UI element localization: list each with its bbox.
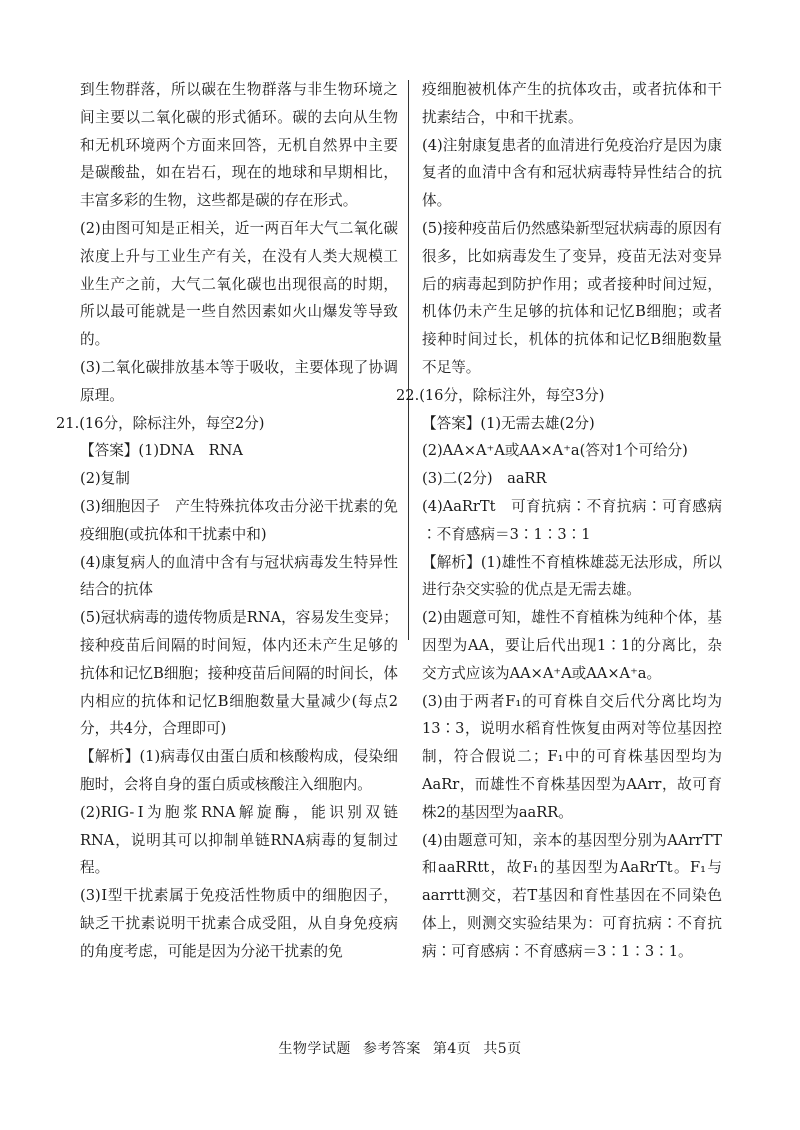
analysis-line: (3)Ⅰ型干扰素属于免疫活性物质中的细胞因子，缺乏干扰素说明干扰素合成受阻，从自身免疫病的角度考虑，可能是因为分泌干扰素的免 bbox=[80, 887, 398, 960]
answer-label: 【答案】 bbox=[80, 442, 139, 460]
footer-subject: 生物学试题 bbox=[278, 1041, 351, 1057]
answer-line: (2)AA×A⁺A或AA×A⁺a(答对1个可给分) bbox=[422, 442, 688, 460]
answer-line: (4)AaRrTt 可育抗病∶不育抗病∶可育感病∶不育感病＝3∶1∶3∶1 bbox=[422, 497, 722, 543]
analysis-label: 【解析】 bbox=[422, 553, 481, 571]
answer-text: (1)无需去雄(2分) bbox=[480, 414, 595, 432]
analysis-line bbox=[80, 743, 398, 799]
answer-line bbox=[80, 437, 398, 465]
question-21-header: 21.(16分，除标注外，每空2分) bbox=[56, 414, 265, 432]
left-column bbox=[56, 76, 398, 966]
paragraph: 到生物群落，所以碳在生物群落与非生物环境之间主要以二氧化碳的形式循环。碳的去向从生物和无机环境两个方面来回答，无机自然界中主要是碳酸盐，如在岩石，现在的地球和早期相比，丰富多彩的生物，这些都是碳的存在形式。 bbox=[80, 81, 398, 210]
answer-line: (5)冠状病毒的遗传物质是RNA，容易发生变异；接种疫苗后间隔的时间短，体内还未产生足够的抗体和记忆B细胞；接种疫苗后间隔的时间长，体内相应的抗体和记忆B细胞数量大量减少(每点2分，共4分，合理即可) bbox=[80, 609, 398, 738]
paragraph: (3)二氧化碳排放基本等于吸收，主要体现了协调原理。 bbox=[80, 358, 398, 404]
answer-label: 【答案】 bbox=[422, 414, 481, 432]
analysis-line: (2)RIG-Ⅰ为胞浆RNA解旋酶，能识别双链RNA，说明其可以抑制单链RNA病毒的复制过程。 bbox=[80, 803, 398, 877]
answer-line bbox=[422, 410, 722, 438]
column-divider bbox=[408, 80, 409, 640]
paragraph: (5)接种疫苗后仍然感染新型冠状病毒的原因有很多，比如病毒发生了变异，疫苗无法对变异后的病毒起到防护作用；或者接种时间过短，机体仍未产生足够的抗体和记忆B细胞；或者接种时间过长，机体的抗体和记忆B细胞数量不足等。 bbox=[422, 219, 722, 376]
analysis-line bbox=[422, 549, 722, 605]
footer-page: 第4页 bbox=[432, 1041, 472, 1057]
paragraph: 疫细胞被机体产生的抗体攻击，或者抗体和干扰素结合，中和干扰素。 bbox=[422, 81, 722, 126]
answer-line: (4)康复病人的血清中含有与冠状病毒发生特异性结合的抗体 bbox=[80, 553, 398, 599]
footer-doc: 参考答案 bbox=[362, 1041, 421, 1057]
question-22-header: 22.(16分，除标注外，每空3分) bbox=[396, 386, 605, 404]
analysis-line: (3)由于两者F₁的可育株自交后代分离比均为13∶3，说明水稻育性恢复由两对等位基因控制，符合假说二；F₁中的可育株基因型均为AaRr，而雄性不育株基因型为AArr，故可育株2的基因型为aaRR。 bbox=[422, 692, 722, 821]
paragraph: (2)由图可知是正相关，近一两百年大气二氧化碳浓度上升与工业生产有关，在没有人类大规模工业生产之前，大气二氧化碳也出现很高的时期，所以最可能就是一些自然因素如火山爆发等导致的。 bbox=[80, 219, 398, 349]
answer-line: (2)复制 bbox=[80, 470, 130, 488]
answer-line: (3)二(2分) aaRR bbox=[422, 470, 547, 488]
footer-total: 共5页 bbox=[483, 1041, 522, 1057]
analysis-line: (4)由题意可知，亲本的基因型分别为AArrTT和aaRRtt，故F₁的基因型为AaRrTt。F₁与aarrtt测交，若T基因和育性基因在不同染色体上，则测交实验结果为：可育抗病∶不育抗病∶可育感病∶不育感病＝3∶1∶3∶1。 bbox=[422, 831, 722, 960]
analysis-text: (1)病毒仅由蛋白质和核酸构成，侵染细胞时，会将自身的蛋白质或核酸注入细胞内。 bbox=[80, 748, 398, 793]
analysis-text: (1)雄性不育植株雄蕊无法形成，所以进行杂交实验的优点是无需去雄。 bbox=[422, 553, 722, 599]
right-column bbox=[396, 76, 722, 966]
analysis-label: 【解析】 bbox=[80, 748, 140, 766]
page-footer bbox=[0, 1038, 800, 1058]
paragraph: (4)注射康复患者的血清进行免疫治疗是因为康复者的血清中含有和冠状病毒特异性结合的抗体。 bbox=[422, 136, 722, 210]
analysis-line: (2)由题意可知，雄性不育植株为纯种个体，基因型为AA，要让后代出现1∶1的分离比，杂交方式应该为AA×A⁺A或AA×A⁺a。 bbox=[422, 609, 722, 682]
answer-text: (1)DNA RNA bbox=[138, 442, 243, 460]
answer-line: (3)细胞因子 产生特殊抗体攻击分泌干扰素的免疫细胞(或抗体和干扰素中和) bbox=[80, 497, 398, 543]
